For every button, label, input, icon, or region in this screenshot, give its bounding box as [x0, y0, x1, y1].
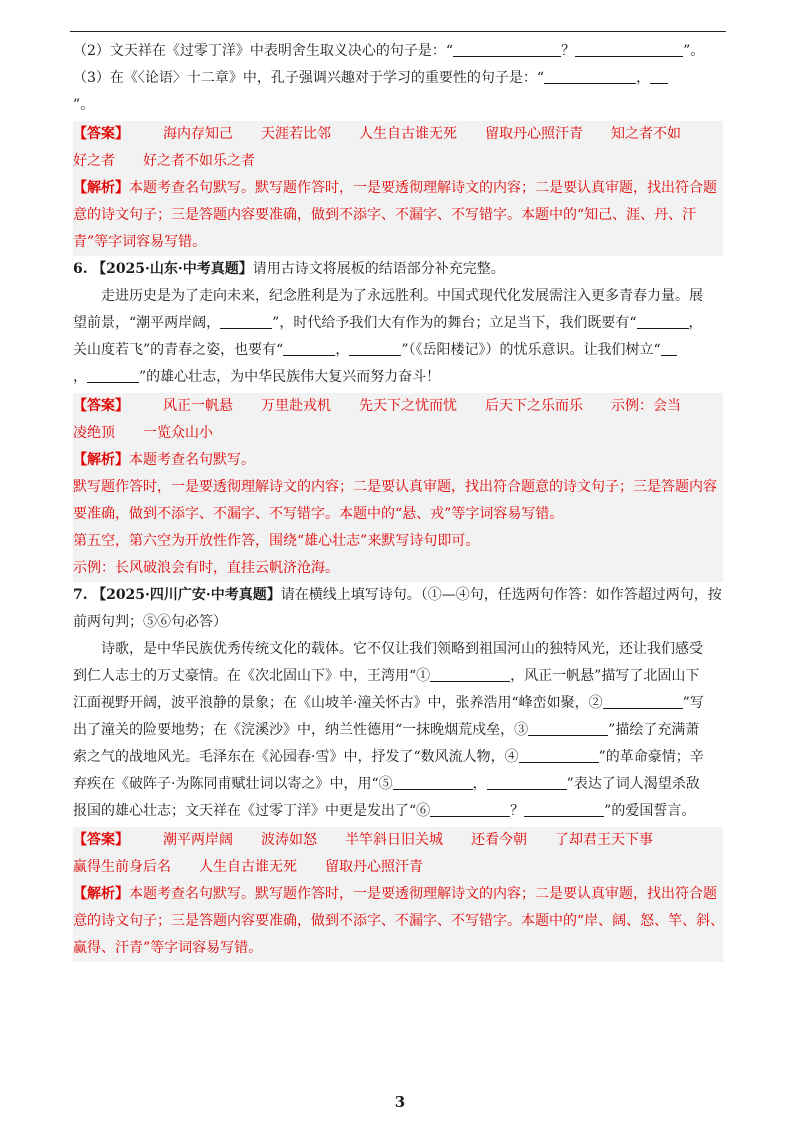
- answer-blank[interactable]: [393, 775, 473, 790]
- answer-blank[interactable]: [524, 802, 604, 817]
- content-area: [73, 38, 723, 962]
- header-rule: [70, 31, 726, 32]
- answer-blank[interactable]: [283, 341, 335, 356]
- answer-blank[interactable]: [349, 341, 401, 356]
- q6-paragraph: 望前景，“潮平两岸阔， ”，时代给予我们大有作为的舞台；立足当下，我们既要有“ ，: [73, 315, 703, 331]
- analysis-line: 默写题作答时，一是要透彻理解诗文的内容；二是要认真审题，找出符合题意的诗文句子；三是答题内容: [73, 479, 717, 495]
- answer-line: 【答案】 海内存知己 天涯若比邻 人生自古谁无死 留取丹心照汗青 知之者不如: [73, 126, 681, 142]
- answer-blank[interactable]: [650, 69, 668, 84]
- answer-line: 【答案】 风正一帆悬 万里赴戎机 先天下之忧而忧 后天下之乐而乐 示例：会当: [73, 398, 681, 414]
- answer-line: 好之者 好之者不如乐之者: [73, 153, 255, 169]
- analysis-line: 【解析】本题考查名句默写。默写题作答时，一是要透彻理解诗文的内容；二是要认真审题，找出符合题: [73, 886, 717, 902]
- q7-paragraph: 江面视野开阔，波平浪静的景象；在《山坡羊·潼关怀古》中，张养浩用“峰峦如聚，② ”写: [73, 695, 704, 711]
- analysis-line: 第五空，第六空为开放性作答，围绕“雄心壮志”来默写诗句即可。: [73, 533, 480, 549]
- answer-blank[interactable]: [453, 42, 561, 57]
- answer-blank[interactable]: [430, 667, 510, 682]
- analysis-line: 赢得、汗青”等字词容易写错。: [73, 940, 263, 956]
- q5-part3: （3）在《〈论语〉十二章》中，孔子强调兴趣对于学习的重要性的句子是：“ ，: [73, 65, 723, 92]
- q7-paragraph: 到仁人志士的万丈豪情。在《次北固山下》中，王湾用“① ，风正一帆悬”描写了北固山下: [73, 668, 700, 684]
- answer-blank[interactable]: [661, 341, 677, 356]
- analysis-line: 要准确，做到不添字、不漏字、不写错字。本题中的“悬、戎”等字词容易写错。: [73, 506, 564, 522]
- answer-blank[interactable]: [637, 314, 689, 329]
- answer-blank[interactable]: [603, 694, 683, 709]
- question-7-header: 7. 【2025·四川广安·中考真题】请在横线上填写诗句。（①—④句，任选两句作答：如作答超过两句，按: [73, 587, 722, 603]
- answer-blank[interactable]: [220, 314, 272, 329]
- answer-block-5: [73, 121, 723, 256]
- analysis-line: 意的诗文句子；三是答题内容要准确，做到不添字、不漏字、不写错字。本题中的“知己、涯、丹、汗: [73, 207, 697, 223]
- analysis-line: 【解析】本题考查名句默写。: [73, 452, 255, 468]
- q6-paragraph: 走进历史是为了走向未来，纪念胜利是为了永远胜利。中国式现代化发展需注入更多青春力量。展: [101, 288, 703, 304]
- answer-block-6: [73, 393, 723, 582]
- q5-part2: （2）文天祥在《过零丁洋》中表明舍生取义决心的句子是：“ ？ ”。: [73, 43, 705, 59]
- q6-paragraph: 关山度若飞”的青春之姿，也要有“ ， ”（《岳阳楼记》）的忧乐意识。让我们树立“: [73, 337, 723, 364]
- q7-paragraph: 索之气的战地风光。毛泽东在《沁园春·雪》中，抒发了“数风流人物，④ ”的革命豪情；辛: [73, 749, 704, 765]
- analysis-line: 【解析】本题考查名句默写。默写题作答时，一是要透彻理解诗文的内容；二是要认真审题，找出符合题: [73, 180, 717, 196]
- answer-line: 凌绝顶 一览众山小: [73, 425, 213, 441]
- answer-blank[interactable]: [487, 775, 567, 790]
- q5-part3-end: ”。: [73, 97, 95, 113]
- q7-paragraph: 出了潼关的险要地势；在《浣溪沙》中，纳兰性德用“一抹晚烟荒戍垒，③ ”描绘了充满萧: [73, 722, 700, 738]
- answer-line: 【答案】 潮平两岸阔 波涛如怒 半竿斜日旧关城 还看今朝 了却君王天下事: [73, 832, 653, 848]
- page-number: 3: [394, 1093, 406, 1111]
- q6-paragraph: ， ”的雄心壮志，为中华民族伟大复兴而努力奋斗！: [73, 369, 441, 385]
- question-6-header: 6. 【2025·山东·中考真题】请用古诗文将展板的结语部分补充完整。: [73, 261, 505, 277]
- q7-paragraph: 诗歌，是中华民族优秀传统文化的载体。它不仅让我们领略到祖国河山的独特风光，还让我们感受: [101, 641, 703, 657]
- answer-blank[interactable]: [87, 368, 139, 383]
- answer-block-7: [73, 827, 723, 962]
- analysis-line: 青”等字词容易写错。: [73, 234, 207, 250]
- answer-blank[interactable]: [528, 721, 608, 736]
- q7-paragraph: 报国的雄心壮志；文天祥在《过零丁洋》中更是发出了“⑥ ？ ”的爱国誓言。: [73, 803, 696, 819]
- analysis-line: 示例：长风破浪会有时，直挂云帆济沧海。: [73, 560, 339, 576]
- answer-blank[interactable]: [575, 42, 683, 57]
- answer-line: 赢得生前身后名 人生自古谁无死 留取丹心照汗青: [73, 859, 423, 875]
- answer-blank[interactable]: [544, 69, 636, 84]
- q7-stem-cont: 前两句判；⑤⑥句必答）: [73, 614, 227, 630]
- analysis-line: 意的诗文句子；三是答题内容要准确，做到不添字、不漏字、不写错字。本题中的“岸、阔、怒、竿、斜、: [73, 913, 725, 929]
- answer-blank[interactable]: [430, 802, 510, 817]
- answer-blank[interactable]: [519, 748, 599, 763]
- q7-paragraph: 弃疾在《破阵子·为陈同甫赋壮词以寄之》中，用“⑤ ， ”表达了词人渴望杀敌: [73, 776, 700, 792]
